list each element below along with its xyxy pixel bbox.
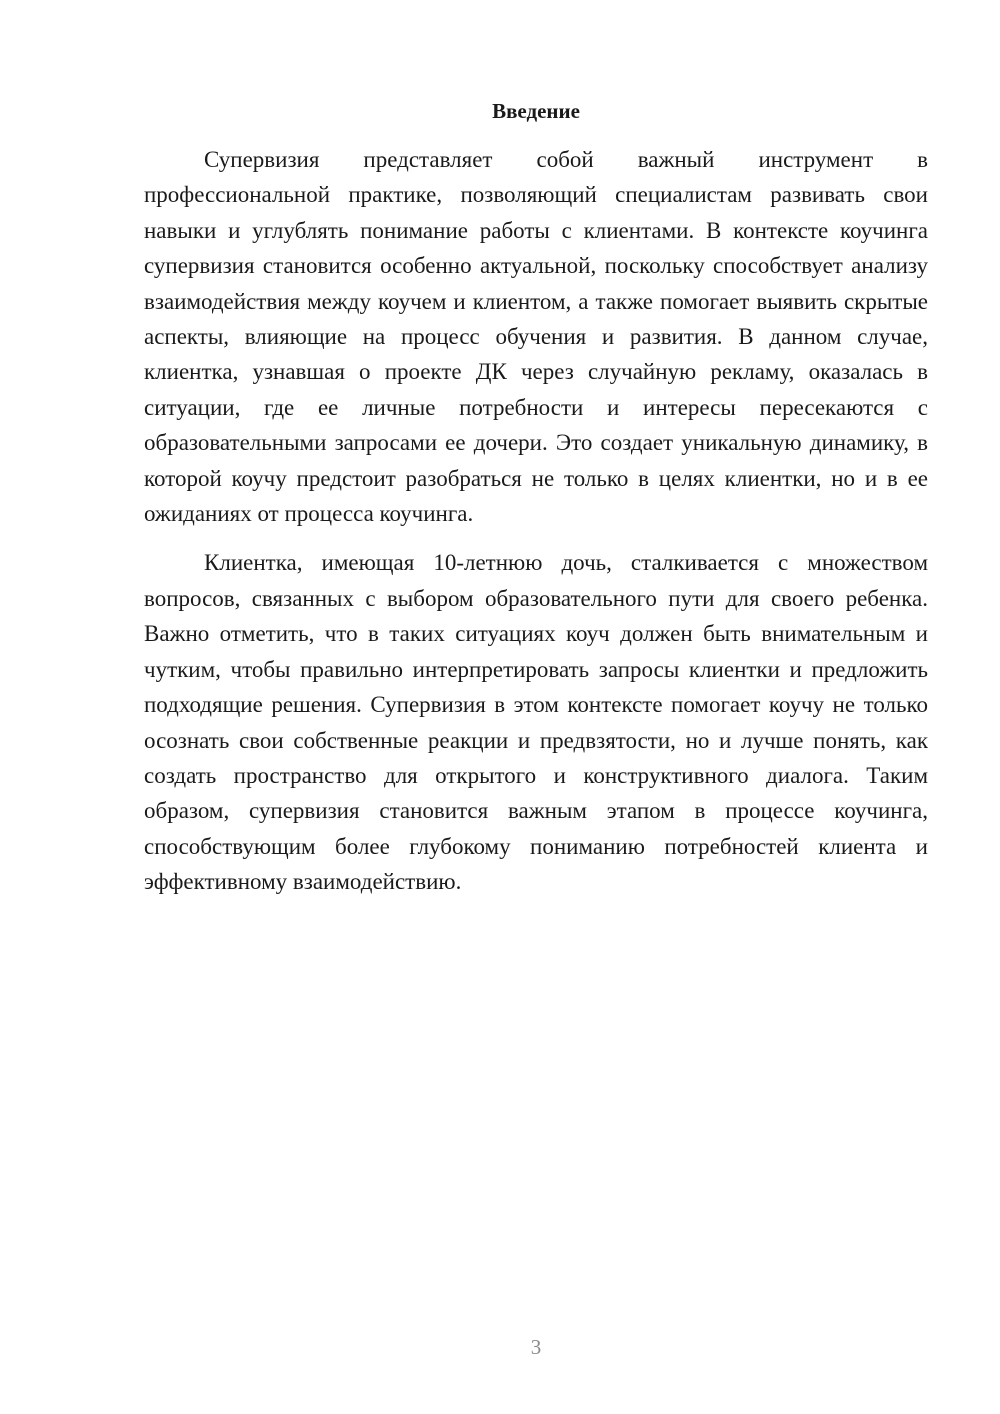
page-content <box>144 96 928 900</box>
page-number: 3 <box>530 1335 542 1359</box>
paragraph-1: Супервизия представляет собой важный инструмент в профессиональной практике, позволяющий специалистам развивать свои навыки и углублять понимание работы с клиентами. В контексте коучинга супервизия становится особенно актуальной, поскольку способствует анализу взаимодействия между коучем и клиентом, а также помогает выявить скрытые аспекты, влияющие на процесс обучения и развития. В данном случае, клиентка, узнавшая о проекте ДК через случайную рекламу, оказалась в ситуации, где ее личные потребности и интересы пересекаются с образовательными запросами ее дочери. Это создает уникальную динамику, в которой коучу предстоит разобраться не только в целях клиентки, но и в ее ожиданиях от процесса коучинга. <box>144 147 928 527</box>
section-heading: Введение <box>492 99 580 123</box>
paragraph-2: Клиентка, имеющая 10-летнюю дочь, сталкивается с множеством вопросов, связанных с выбором образовательного пути для своего ребенка. Важно отметить, что в таких ситуациях коуч должен быть внимательным и чутким, чтобы правильно интерпретировать запросы клиентки и предложить подходящие решения. Супервизия в этом контексте помогает коучу не только осознать свои собственные реакции и предвзятости, но и лучше понять, как создать пространство для открытого и конструктивного диалога. Таким образом, супервизия становится важным этапом в процессе коучинга, способствующим более глубокому пониманию потребностей клиента и эффективному взаимодействию. <box>144 550 928 895</box>
